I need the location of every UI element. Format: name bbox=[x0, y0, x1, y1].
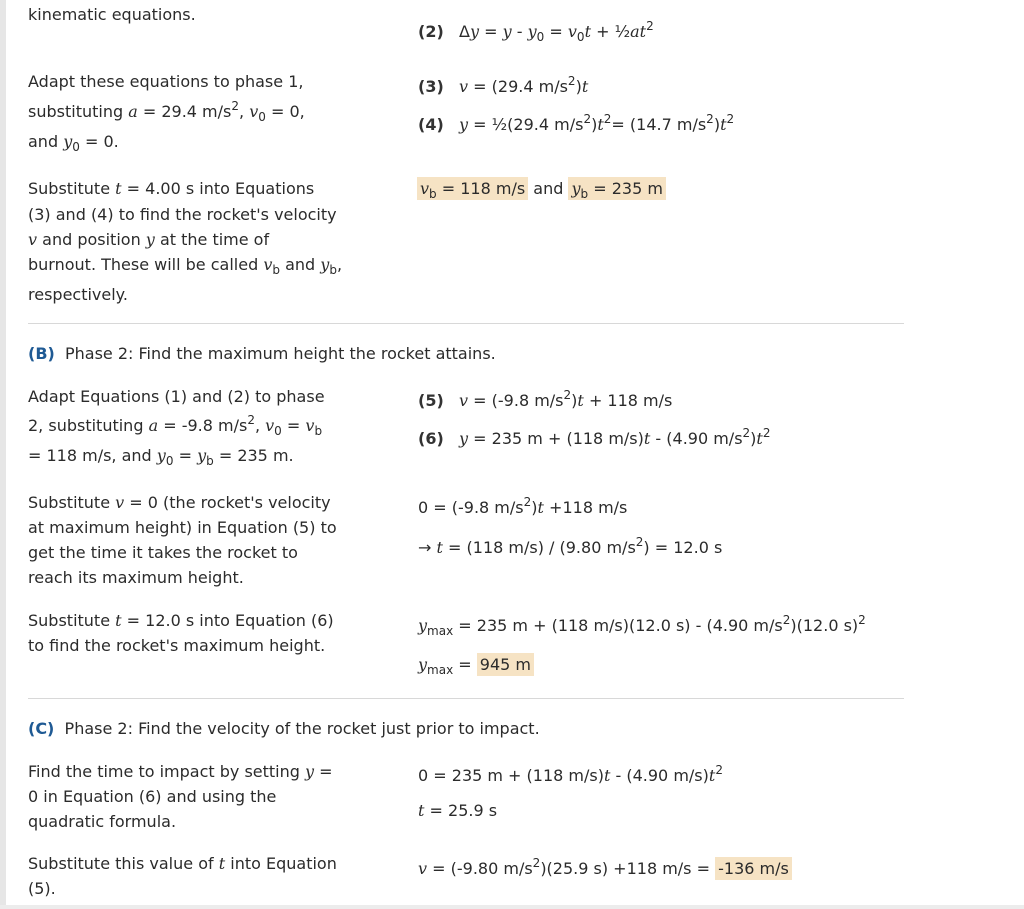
top-text: kinematic equations. bbox=[28, 5, 196, 24]
equation-impact-time: t = 25.9 s bbox=[418, 801, 498, 820]
divider bbox=[28, 323, 904, 324]
equation-4: (4) y = ½(29.4 $m/s^2)t^2= (14.7$ $m/s^2)t^2$ bbox=[418, 112, 735, 134]
equation-5: (5) v = (-9.8 $m/s^2)t + 118$ m/s bbox=[418, 388, 673, 410]
equation-ymax: $y_{max} = 235$ m + (118 m/s)(12.0 s) - (4.90 $m/s^2)(12.0$ s)$^2$ bbox=[418, 613, 866, 638]
burnout-result: $v_b = 118$ m/s and $y_b = 235$ m bbox=[417, 176, 666, 203]
section-b-heading: (B) Phase 2: Find the maximum height the rocket attains. bbox=[28, 344, 496, 363]
divider bbox=[28, 698, 904, 699]
equation-2: (2) $\Delta y = y - y_0 = v_0t$ + $\frac{1}{2}at^2$ bbox=[418, 19, 654, 44]
ymax-result: $y_{max} = 945$ m bbox=[418, 652, 534, 679]
equation-quadratic: 0 = 235 m + (118 m/s)t - (4.90 $m/s)t^2$ bbox=[418, 763, 723, 785]
equation-3: (3) v = (29.4 $m/s^2)t$ bbox=[418, 74, 589, 96]
left-margin-bar bbox=[0, 0, 6, 909]
impact-velocity-result: v = (-9.80 $m/s^2)(25.9$ s) +118 m/s = -136 m/s bbox=[418, 856, 792, 883]
equation-time-to-max: → t = (118 m/s) / (9.80 $m/s^2) = 12.0$ s bbox=[418, 535, 723, 557]
equation-zero-velocity: 0 = (-9.8 $m/s^2)t +118$ m/s bbox=[418, 495, 628, 517]
bottom-bar bbox=[0, 905, 1024, 909]
section-c-heading: (C) Phase 2: Find the velocity of the rocket just prior to impact. bbox=[28, 719, 540, 738]
equation-6: (6) y = 235 m + (118 m/s)t - (4.90 $m/s^2)t^2$ bbox=[418, 426, 771, 448]
